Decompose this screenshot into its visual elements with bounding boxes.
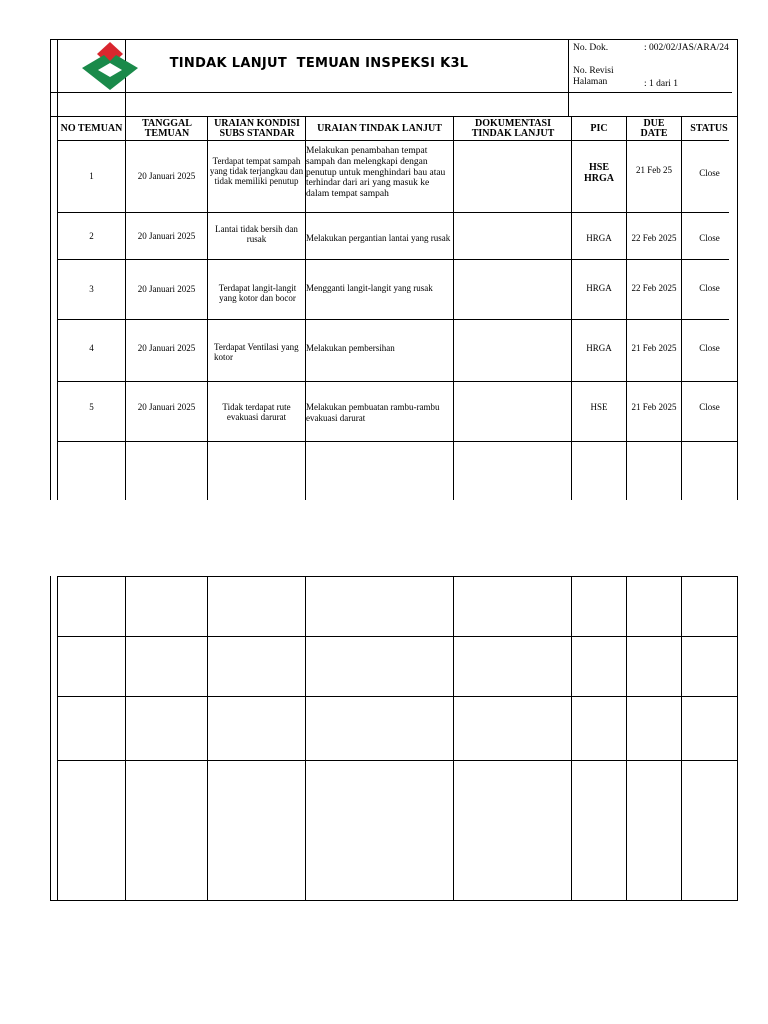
cell-no: 2 (89, 230, 94, 241)
halaman-label: Halaman (573, 77, 608, 87)
col-header-due-date: DUE DATE (640, 117, 668, 139)
cell-kondisi: Terdapat Ventilasi yang kotor (214, 341, 299, 362)
cell-tindak-lanjut: Melakukan pembuatan rambu-rambu evakuasi darurat (306, 402, 440, 423)
cell-pic: HSE HRGA (584, 161, 614, 184)
cell-tindak-lanjut: Melakukan pembersihan (306, 342, 395, 353)
cell-tindak-lanjut: Mengganti langit-langit yang rusak (306, 282, 433, 293)
cell-pic: HSE (590, 402, 608, 413)
col-header-uraian-tindak-lanjut: URAIAN TINDAK LANJUT (317, 122, 442, 134)
cell-tanggal: 20 Januari 2025 (137, 284, 196, 295)
cell-tanggal: 20 Januari 2025 (137, 402, 196, 413)
document-title: TINDAK LANJUT TEMUAN INSPEKSI K3L (169, 56, 469, 71)
cell-no: 5 (89, 402, 94, 413)
col-header-dokumentasi: DOKUMENTASI TINDAK LANJUT (471, 117, 555, 139)
cell-due: 21 Feb 2025 (631, 402, 677, 413)
cell-pic: HRGA (586, 282, 612, 293)
cell-pic: HRGA (586, 342, 612, 353)
cell-no: 1 (89, 171, 94, 182)
cell-tanggal: 20 Januari 2025 (137, 171, 196, 182)
col-header-uraian-kondisi: URAIAN KONDISI SUBS STANDAR (214, 117, 300, 139)
cell-kondisi: Tidak terdapat rute evakuasi darurat (222, 401, 291, 422)
cell-due: 21 Feb 2025 (631, 342, 677, 353)
cell-kondisi: Lantai tidak bersih dan rusak (215, 223, 298, 244)
cell-tanggal: 20 Januari 2025 (137, 342, 196, 353)
col-header-status: STATUS (690, 122, 728, 134)
cell-status: Close (699, 342, 720, 353)
cell-kondisi: Terdapat tempat sampah yang tidak terjangkau dan tidak memiliki penutup (209, 155, 304, 187)
col-header-pic: PIC (590, 122, 608, 134)
cell-due: 22 Feb 2025 (631, 282, 677, 293)
cell-tindak-lanjut: Melakukan pergantian lantai yang rusak (306, 232, 451, 243)
cell-no: 4 (89, 342, 94, 353)
cell-tindak-lanjut: Melakukan penambahan tempat sampah dan melengkapi dengan penutup untuk menghindari bau atau terhindar dari ari yang masuk ke dalam tempat sampah (306, 146, 446, 199)
cell-due: 22 Feb 2025 (631, 232, 677, 243)
cell-no: 3 (89, 284, 94, 295)
cell-status: Close (699, 402, 720, 413)
no-dok-value: : 002/02/JAS/ARA/24 (644, 43, 729, 53)
cell-due: 21 Feb 25 (636, 164, 672, 175)
cell-pic: HRGA (586, 232, 612, 243)
no-dok-label: No. Dok. (573, 43, 609, 53)
no-revisi-label: No. Revisi (573, 66, 614, 76)
cell-status: Close (699, 282, 720, 293)
cell-status: Close (699, 232, 720, 243)
cell-tanggal: 20 Januari 2025 (137, 230, 196, 241)
col-header-tanggal-temuan: TANGGAL TEMUAN (142, 117, 192, 139)
cell-status: Close (699, 167, 720, 178)
cell-kondisi: Terdapat langit-langit yang kotor dan bocor (218, 282, 297, 303)
halaman-value: : 1 dari 1 (644, 79, 679, 89)
col-header-no-temuan: NO TEMUAN (60, 122, 123, 134)
